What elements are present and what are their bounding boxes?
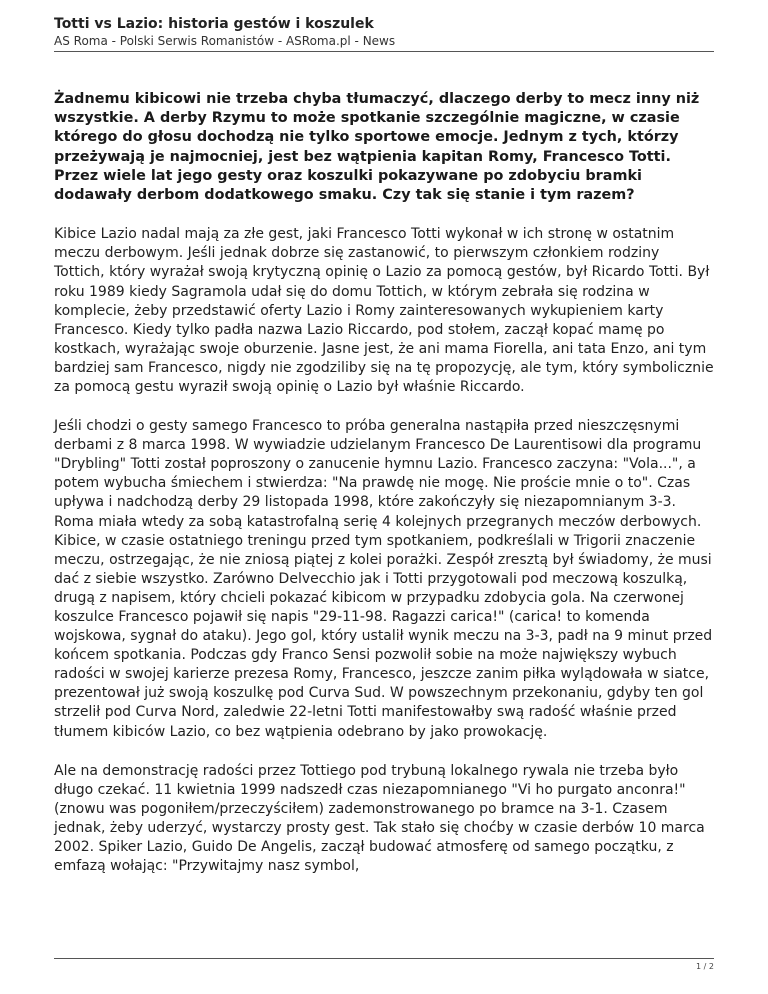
article-body — [54, 90, 714, 896]
article-paragraph: Jeśli chodzi o gesty samego Francesco to próba generalna nastąpiła przed nieszczęsnymi derbami z 8 marca 1998. W wywiadzie udzielanym Francesco De Laurentisowi dla programu "Drybling" Totti został poproszony o zanucenie hymnu Lazio. Francesco zaczyna: "Vola...", a potem wybucha śmiechem i stwierdza: "Na prawdę nie mogę. Nie proście mnie o to". Czas upływa i nadchodzą derby 29 listopada 1998, które zakończyły się niezapomnianym 3-3. Roma miała wtedy za sobą katastrofalną serię 4 kolejnych przegranych meczów derbowych. Kibice, w czasie ostatniego treningu przed tym spotkaniem, podkreślali w Trigorii znaczenie meczu, ostrzegając, że nie zniosą piątej z kolei porażki. Zespół zresztą był świadomy, że musi dać z siebie wszystko. Zarówno Delvecchio jak i Totti przygotowali pod meczową koszulką, drugą z napisem, który chcieli pokazać kibicom w przypadku zdobycia gola. Na czerwonej koszulce Francesco pojawił się napis "29-11-98. Ragazzi carica!" (carica! to komenda wojskowa, sygnał do ataku). Jego gol, który ustalił wynik meczu na 3-3, padł na 9 minut przed końcem spotkania. Podczas gdy Franco Sensi pozwolił sobie na może największy wybuch radości w swojej karierze prezesa Romy, Francesco, jeszcze zanim piłka wylądowała w siatce, prezentował już swoją koszulkę pod Curva Sud. W powszechnym przekonaniu, gdyby ten gol strzelił pod Curva Nord, zaledwie 22-letni Totti manifestowałby swą radość właśnie przed tłumem kibiców Lazio, co bez wątpienia odebrano by jako prowokację. — [54, 418, 713, 740]
header-divider — [54, 51, 714, 52]
article-lead: Żadnemu kibicowi nie trzeba chyba tłumaczyć, dlaczego derby to mecz inny niż wszystkie. A derby Rzymu to może spotkanie szczególnie magiczne, w czasie którego do głosu dochodzą nie tylko sportowe emocje. Jednym z tych, którzy przeżywają je najmocniej, jest bez wątpienia kapitan Romy, Francesco Totti. Przez wiele lat jego gesty oraz koszulki pokazywane po zdobyciu bramki dodawały derbom dodatkowego smaku. Czy tak się stanie i tym razem? — [54, 91, 700, 204]
footer-divider — [54, 958, 714, 959]
article-paragraph: Ale na demonstrację radości przez Tottiego pod trybuną lokalnego rywala nie trzeba było długo czekać. 11 kwietnia 1999 nadszedł czas niezapomnianego "Vi ho purgato anconra!" (znowu was pogoniłem/przeczyściłem) zademonstrowanego po bramce na 3-1. Czasem jednak, żeby uderzyć, wystarczy prosty gest. Tak stało się choćby w czasie derbów 10 marca 2002. Spiker Lazio, Guido De Angelis, zaczął budować atmosferę od samego początku, z emfazą wołając: "Przywitajmy nasz symbol, — [54, 762, 705, 875]
document-subtitle: AS Roma - Polski Serwis Romanistów - ASRoma.pl - News — [54, 34, 396, 48]
document-title: Totti vs Lazio: historia gestów i koszulek — [54, 16, 374, 32]
document-header — [54, 16, 714, 49]
page-number: 1 / 2 — [696, 962, 714, 971]
article-paragraph: Kibice Lazio nadal mają za złe gest, jaki Francesco Totti wykonał w ich stronę w ostatnim meczu derbowym. Jeśli jednak dobrze się zastanowić, to pierwszym członkiem rodziny Tottich, który wyrażał swoją krytyczną opinię o Lazio za pomocą gestów, był Ricardo Totti. Był roku 1989 kiedy Sagramola udał się do domu Tottich, w którym zebrała się rodzina w komplecie, żeby przedstawić oferty Lazio i Romy zainteresowanych wykupieniem karty Francesco. Kiedy tylko padła nazwa Lazio Riccardo, pod stołem, zaczął kopać mamę po kostkach, wyrażając swoje oburzenie. Jasne jest, że ani mama Fiorella, ani tata Enzo, ani tym bardziej sam Francesco, nigdy nie zgodziliby się na tę propozycję, ale tym, który symbolicznie za pomocą gestu wyraził swoją opinię o Lazio był właśnie Riccardo. — [54, 226, 714, 395]
document-page — [54, 0, 714, 994]
